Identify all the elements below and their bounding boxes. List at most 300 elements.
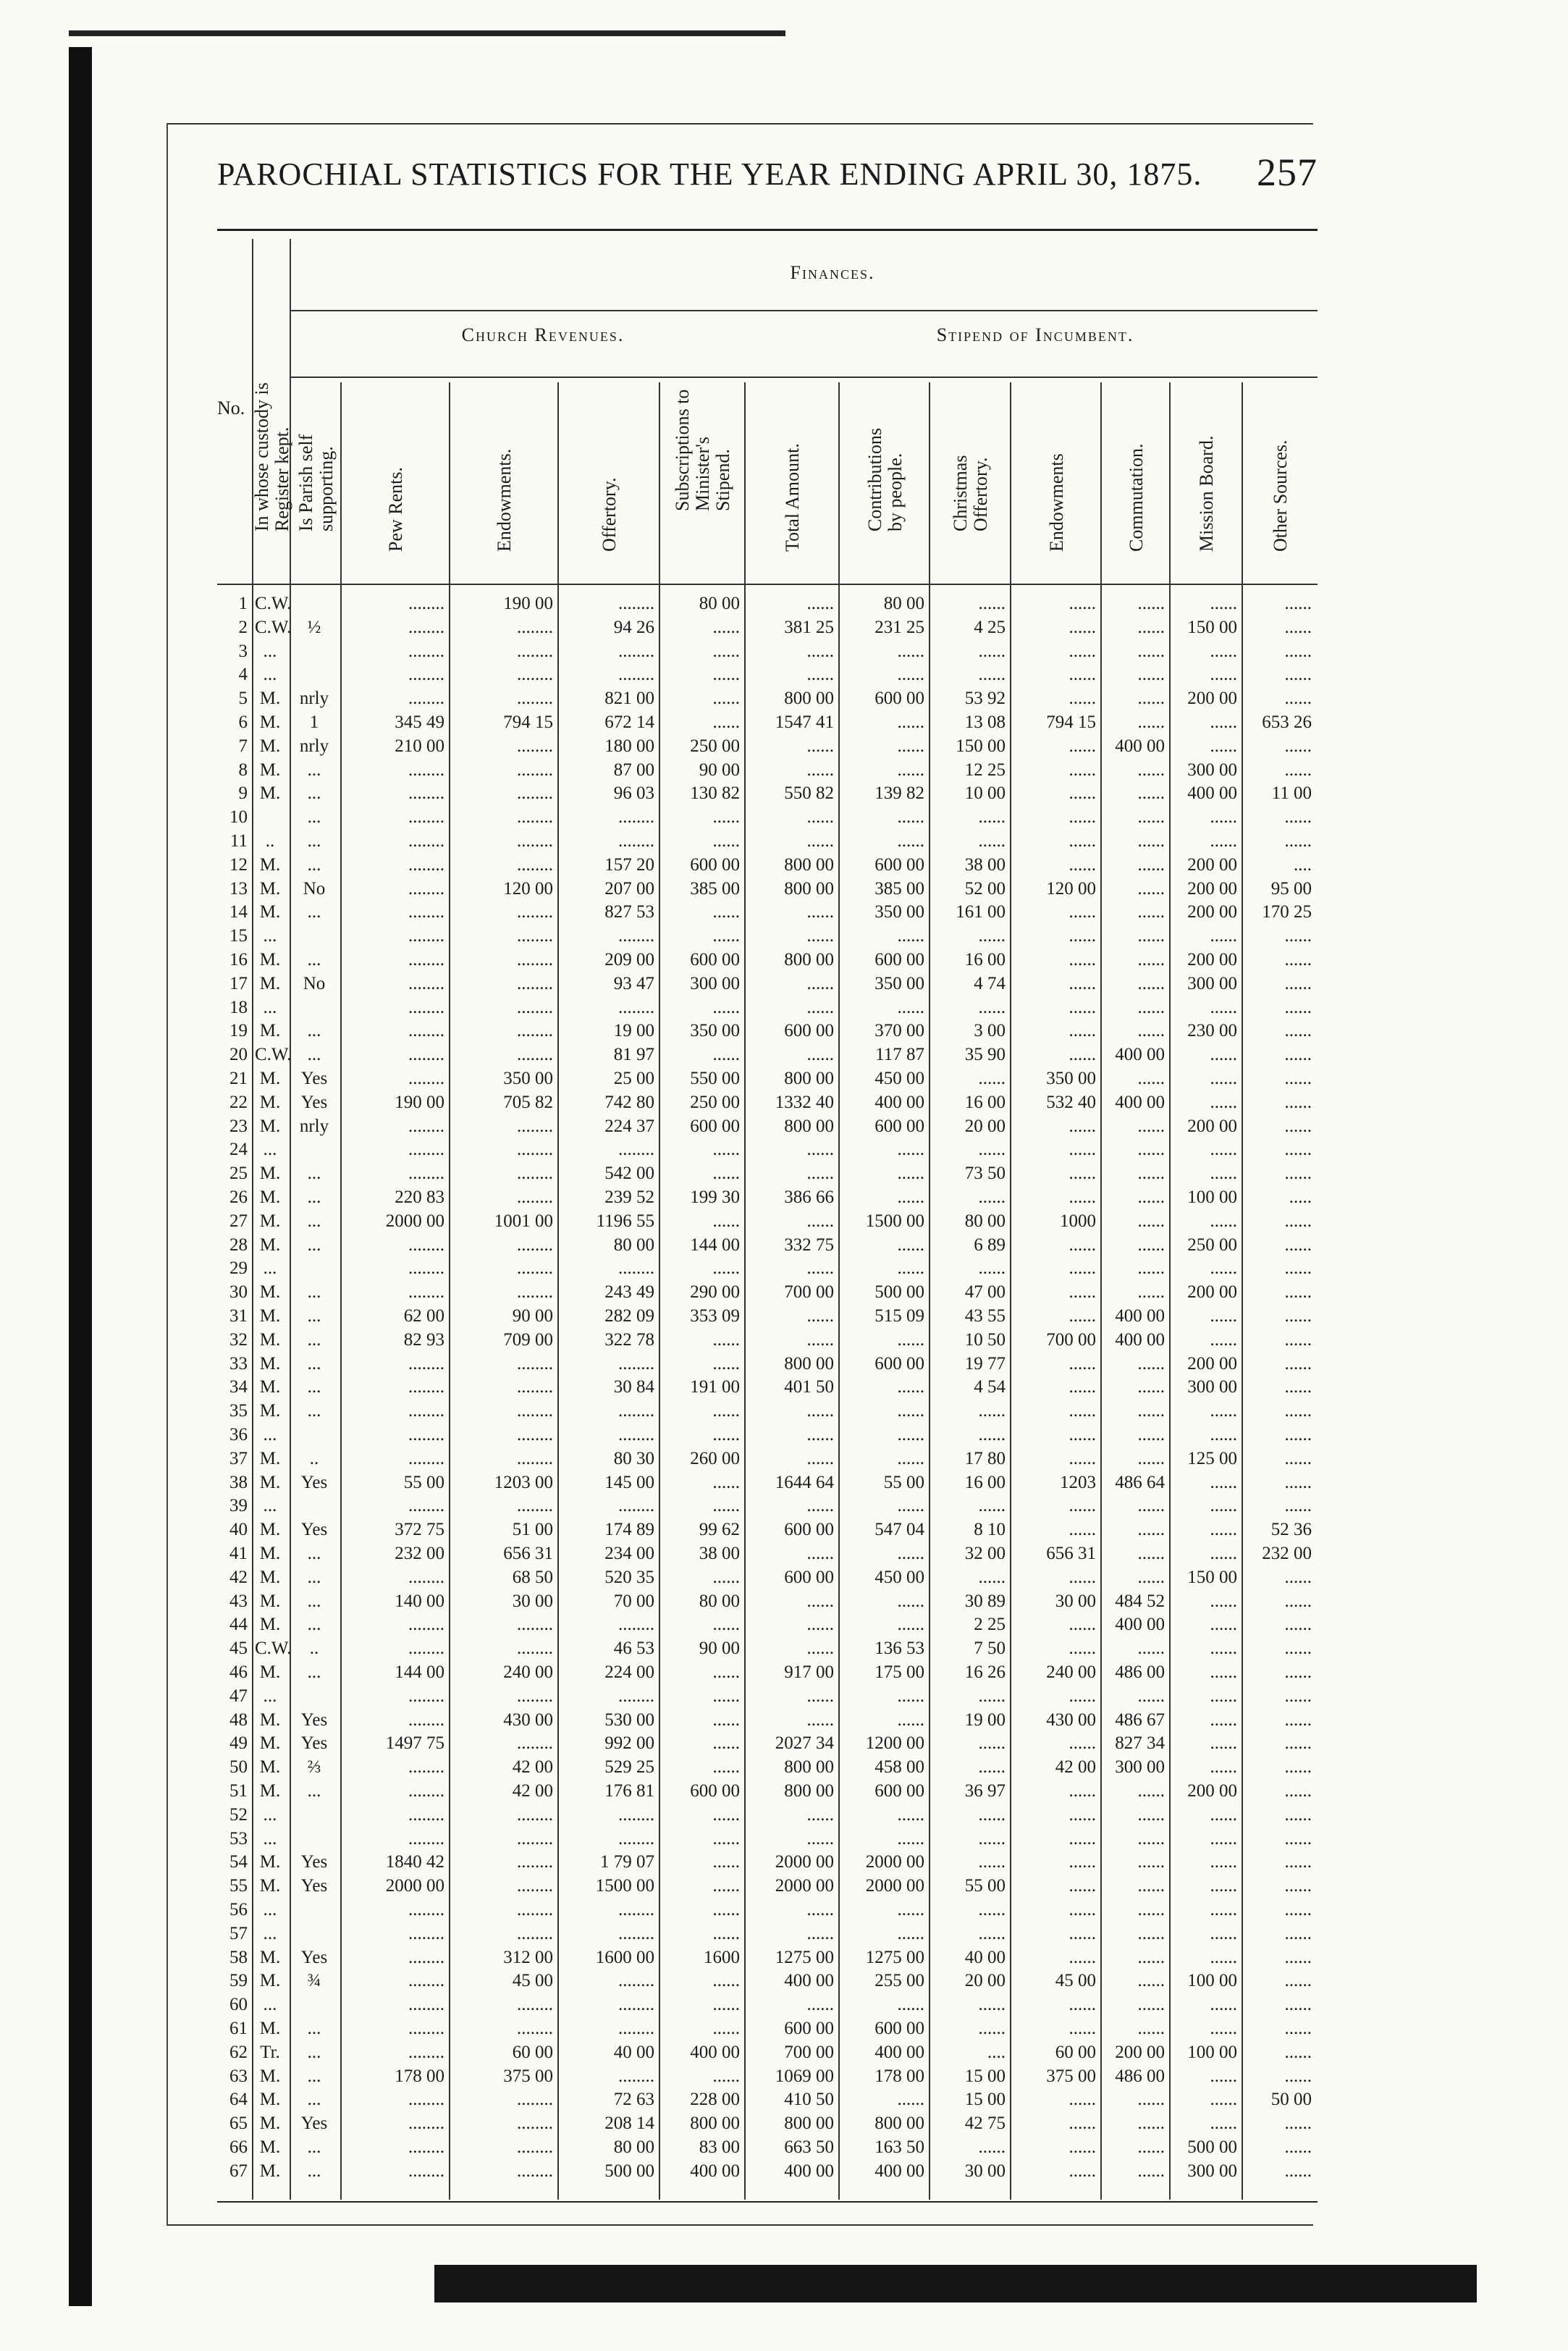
cell-no: 50 (229, 1757, 248, 1778)
cell-custody: M. (259, 1187, 281, 1207)
col-head-commutation: Commutation. (1125, 443, 1147, 552)
cell-other-sources: ...... (1284, 1757, 1312, 1778)
cell-pew-rents: ........ (408, 1235, 444, 1255)
scan-edge-bottom (434, 2265, 1477, 2302)
cell-mission-board: 300 00 (1187, 760, 1237, 780)
cell-stipend-endowments: ...... (1068, 950, 1096, 970)
cell-endowments: ........ (517, 783, 553, 804)
cell-offertory: 30 84 (613, 1377, 654, 1397)
cell-commutation: 400 00 (1115, 1306, 1165, 1326)
cell-contributions: 600 00 (874, 854, 924, 875)
cell-offertory: 80 00 (613, 1235, 654, 1255)
cell-pew-rents: ........ (408, 2090, 444, 2110)
cell-offertory: 80 30 (613, 1448, 654, 1468)
cell-custody: M. (259, 1353, 281, 1374)
cell-commutation: ...... (1137, 1876, 1165, 1896)
cell-stipend-endowments: ...... (1068, 1377, 1096, 1397)
cell-contributions: 385 00 (874, 878, 924, 899)
table-row (217, 783, 1318, 804)
cell-other-sources: ...... (1284, 1900, 1312, 1919)
cell-commutation: ...... (1137, 1639, 1165, 1659)
cell-pew-rents: ........ (408, 1615, 444, 1635)
page-number: 257 (1257, 151, 1318, 194)
cell-other-sources: ...... (1284, 1329, 1312, 1350)
cell-custody: M. (259, 1282, 281, 1303)
table-row (217, 641, 1318, 661)
cell-total-amount: ...... (806, 1900, 834, 1919)
cell-offertory: 209 00 (604, 950, 654, 970)
col-head-pew-rents: Pew Rents. (385, 467, 406, 552)
cell-endowments: ........ (517, 689, 553, 709)
cell-self-supporting: ... (307, 831, 321, 851)
cell-self-supporting: ... (307, 1662, 321, 1682)
cell-custody: ... (263, 1425, 277, 1444)
cell-no: 30 (229, 1282, 248, 1303)
cell-subscriptions: ...... (712, 902, 740, 922)
cell-custody: .. (265, 831, 275, 851)
cell-mission-board: 300 00 (1187, 1377, 1237, 1397)
cell-contributions: ...... (897, 665, 924, 685)
cell-total-amount: ...... (806, 665, 834, 685)
cell-endowments: ........ (517, 1733, 553, 1754)
cell-total-amount: 663 50 (784, 2137, 834, 2157)
cell-stipend-endowments: ...... (1068, 1900, 1096, 1919)
cell-endowments: ........ (517, 1923, 553, 1943)
cell-other-sources: ...... (1284, 1353, 1312, 1374)
cell-total-amount: ...... (806, 760, 834, 780)
cell-commutation: ...... (1137, 760, 1165, 780)
cell-stipend-endowments: 240 00 (1046, 1662, 1096, 1682)
cell-no: 48 (229, 1709, 248, 1730)
cell-custody: M. (259, 1116, 281, 1136)
cell-other-sources: ...... (1284, 1804, 1312, 1825)
cell-custody: M. (259, 1235, 281, 1255)
cell-subscriptions: ...... (712, 1971, 740, 1991)
cell-no: 51 (229, 1781, 248, 1801)
cell-stipend-endowments: ...... (1068, 1401, 1096, 1421)
cell-subscriptions: ...... (712, 712, 740, 732)
cell-other-sources: ...... (1284, 1639, 1312, 1659)
cell-no: 49 (229, 1733, 248, 1754)
cell-offertory: ........ (618, 594, 654, 613)
cell-endowments: ........ (517, 1282, 553, 1303)
cell-other-sources: ...... (1284, 973, 1312, 993)
table-row (217, 736, 1318, 756)
cell-christmas-offertory: ...... (978, 997, 1006, 1017)
cell-offertory: 1500 00 (595, 1876, 654, 1896)
cell-christmas-offertory: ...... (978, 1140, 1006, 1160)
cell-offertory: 542 00 (604, 1164, 654, 1184)
cell-subscriptions: ...... (712, 1923, 740, 1943)
cell-christmas-offertory: ...... (978, 2137, 1006, 2157)
cell-commutation: 400 00 (1115, 1329, 1165, 1350)
cell-christmas-offertory: ...... (978, 831, 1006, 851)
cell-other-sources: ...... (1284, 1828, 1312, 1849)
cell-christmas-offertory: 53 92 (964, 689, 1006, 709)
cell-commutation: ...... (1137, 997, 1165, 1017)
cell-pew-rents: ........ (408, 973, 444, 993)
cell-self-supporting (292, 1686, 336, 1702)
cell-custody: M. (259, 760, 281, 780)
cell-commutation: ...... (1137, 1567, 1165, 1587)
cell-commutation: ...... (1137, 1116, 1165, 1136)
cell-self-supporting: Yes (300, 1069, 328, 1088)
cell-endowments: ........ (517, 617, 553, 637)
cell-mission-board: ...... (1210, 1211, 1237, 1231)
cell-self-supporting: ... (307, 1377, 321, 1397)
cell-no: 67 (229, 2161, 248, 2181)
cell-mission-board: ...... (1210, 1828, 1237, 1849)
cell-no: 5 (238, 689, 248, 709)
cell-total-amount: ...... (806, 1140, 834, 1160)
cell-self-supporting (292, 1995, 336, 2011)
cell-total-amount: 401 50 (784, 1377, 834, 1397)
cell-total-amount: 381 25 (784, 617, 834, 637)
cell-endowments: 51 00 (512, 1520, 553, 1540)
cell-mission-board: 300 00 (1187, 973, 1237, 993)
cell-contributions: 255 00 (874, 1971, 924, 1991)
cell-stipend-endowments: ...... (1068, 594, 1096, 613)
table-row (217, 1639, 1318, 1659)
cell-custody: M. (259, 1329, 281, 1350)
cell-pew-rents: ........ (408, 807, 444, 828)
cell-custody: M. (259, 1709, 281, 1730)
cell-pew-rents: ........ (408, 997, 444, 1017)
cell-mission-board: ...... (1210, 641, 1237, 661)
cell-self-supporting: ... (307, 950, 321, 970)
cell-custody: M. (259, 1472, 281, 1492)
cell-endowments: ........ (517, 1140, 553, 1160)
cell-christmas-offertory: 8 10 (974, 1520, 1006, 1540)
cell-contributions: 80 00 (883, 594, 924, 613)
cell-stipend-endowments: ...... (1068, 689, 1096, 709)
cell-stipend-endowments: ...... (1068, 831, 1096, 851)
cell-commutation: ...... (1137, 1900, 1165, 1919)
cell-mission-board: ...... (1210, 1591, 1237, 1611)
cell-self-supporting: ... (307, 2042, 321, 2062)
cell-christmas-offertory: 30 89 (964, 1591, 1006, 1611)
cell-total-amount: ...... (806, 1401, 834, 1421)
cell-endowments: ........ (517, 736, 553, 756)
cell-stipend-endowments: 532 40 (1046, 1092, 1096, 1112)
cell-mission-board: ...... (1210, 1544, 1237, 1563)
cell-contributions: ...... (897, 1900, 924, 1919)
cell-endowments: 312 00 (503, 1947, 553, 1967)
cell-commutation: 486 00 (1115, 1662, 1165, 1682)
cell-offertory: 87 00 (613, 760, 654, 780)
cell-mission-board: 200 00 (1187, 854, 1237, 875)
cell-contributions: 1200 00 (865, 1733, 924, 1754)
cell-self-supporting: ... (307, 854, 321, 875)
cell-mission-board: ...... (1210, 1092, 1237, 1112)
table-row (217, 1947, 1318, 1967)
cell-total-amount: 550 82 (784, 783, 834, 804)
cell-pew-rents: ........ (408, 1258, 444, 1279)
table-row (217, 1615, 1318, 1635)
cell-endowments: 190 00 (503, 594, 553, 613)
cell-contributions: 178 00 (874, 2066, 924, 2086)
cell-commutation: ...... (1137, 1923, 1165, 1943)
table-row (217, 689, 1318, 709)
table-row (217, 1923, 1318, 1943)
cell-pew-rents: ........ (408, 1069, 444, 1088)
cell-stipend-endowments: 375 00 (1046, 2066, 1096, 2086)
cell-christmas-offertory: 20 00 (964, 1971, 1006, 1991)
cell-self-supporting: ... (307, 760, 321, 780)
cell-endowments: 350 00 (503, 1069, 553, 1088)
cell-custody: ... (263, 1804, 277, 1825)
finances-heading: Finances. (790, 262, 875, 283)
table-row (217, 1306, 1318, 1326)
cell-stipend-endowments: ...... (1068, 1947, 1096, 1967)
cell-stipend-endowments: 60 00 (1055, 2042, 1096, 2062)
table-row (217, 1164, 1318, 1184)
cell-commutation: 400 00 (1115, 1092, 1165, 1112)
cell-total-amount: ...... (806, 902, 834, 922)
cell-stipend-endowments: 1203 (1060, 1472, 1096, 1492)
cell-custody: M. (259, 1520, 281, 1540)
cell-commutation: ...... (1137, 1448, 1165, 1468)
cell-stipend-endowments: ...... (1068, 1306, 1096, 1326)
cell-endowments: ........ (517, 1995, 553, 2015)
cell-total-amount: 410 50 (784, 2090, 834, 2110)
cell-mission-board: 200 00 (1187, 1282, 1237, 1303)
cell-self-supporting (292, 594, 336, 610)
cell-contributions: ...... (897, 1591, 924, 1611)
cell-mission-board: ...... (1210, 1757, 1237, 1778)
bottom-rule (217, 2201, 1318, 2203)
cell-subscriptions: ...... (712, 617, 740, 637)
cell-mission-board: ...... (1210, 1164, 1237, 1184)
cell-christmas-offertory: 161 00 (956, 902, 1006, 922)
cell-self-supporting: ... (307, 1615, 321, 1635)
table-row (217, 1520, 1318, 1540)
cell-subscriptions: ...... (712, 1804, 740, 1825)
cell-subscriptions: 191 00 (690, 1377, 740, 1397)
cell-mission-board: 200 00 (1187, 1781, 1237, 1801)
cell-offertory: ........ (618, 2019, 654, 2038)
cell-endowments: ........ (517, 1258, 553, 1279)
cell-pew-rents: ........ (408, 783, 444, 804)
cell-self-supporting: ... (307, 1021, 321, 1041)
cell-mission-board: ...... (1210, 1258, 1237, 1279)
cell-offertory: 174 89 (604, 1520, 654, 1540)
cell-stipend-endowments: ...... (1068, 854, 1096, 875)
cell-no: 29 (229, 1258, 248, 1279)
cell-other-sources: ...... (1284, 807, 1312, 828)
cell-christmas-offertory: 150 00 (956, 736, 1006, 756)
table-row (217, 1496, 1318, 1516)
cell-christmas-offertory: 4 74 (974, 973, 1006, 993)
cell-endowments: ........ (517, 760, 553, 780)
cell-contributions: 450 00 (874, 1069, 924, 1088)
cell-self-supporting: Yes (300, 1876, 328, 1896)
table-row (217, 1567, 1318, 1587)
cell-mission-board: ...... (1210, 1401, 1237, 1421)
table-row (217, 1733, 1318, 1754)
cell-subscriptions: ...... (712, 1615, 740, 1635)
cell-stipend-endowments: ...... (1068, 1876, 1096, 1896)
cell-endowments: ........ (517, 997, 553, 1017)
cell-endowments: 68 50 (512, 1567, 553, 1587)
cell-subscriptions: 400 00 (690, 2161, 740, 2181)
cell-offertory: 46 53 (613, 1639, 654, 1659)
cell-endowments: 90 00 (512, 1306, 553, 1326)
cell-endowments: ........ (517, 2161, 553, 2181)
cell-subscriptions: 199 30 (690, 1187, 740, 1207)
cell-other-sources: ...... (1284, 665, 1312, 685)
cell-pew-rents: ........ (408, 689, 444, 709)
cell-endowments: 45 00 (512, 1971, 553, 1991)
cell-commutation: ...... (1137, 950, 1165, 970)
cell-no: 13 (229, 878, 248, 899)
table-row (217, 712, 1318, 732)
cell-self-supporting: Yes (300, 1092, 328, 1112)
cell-custody: Tr. (260, 2042, 280, 2062)
cell-self-supporting: .. (309, 1639, 319, 1659)
cell-custody: ... (263, 1900, 277, 1919)
cell-mission-board: 500 00 (1187, 2137, 1237, 2157)
cell-mission-board: ...... (1210, 831, 1237, 851)
cell-pew-rents: ........ (408, 1995, 444, 2015)
cell-commutation: ...... (1137, 1021, 1165, 1041)
cell-other-sources: .... (1294, 854, 1312, 875)
table-row (217, 1757, 1318, 1778)
cell-commutation: ...... (1137, 1947, 1165, 1967)
cell-no: 54 (229, 1852, 248, 1872)
cell-offertory: 282 09 (604, 1306, 654, 1326)
cell-offertory: 19 00 (613, 1021, 654, 1041)
cell-subscriptions: 385 00 (690, 878, 740, 899)
cell-no: 26 (229, 1187, 248, 1207)
cell-custody: ... (263, 1828, 277, 1849)
cell-contributions: 458 00 (874, 1757, 924, 1778)
cell-mission-board: ...... (1210, 1995, 1237, 2015)
cell-christmas-offertory: ...... (978, 1187, 1006, 1207)
cell-custody: M. (259, 1069, 281, 1088)
cell-other-sources: ...... (1284, 594, 1312, 613)
cell-subscriptions: 83 00 (699, 2137, 740, 2157)
cell-self-supporting: ... (307, 783, 321, 804)
cell-endowments: 375 00 (503, 2066, 553, 2086)
cell-christmas-offertory: 16 26 (964, 1662, 1006, 1682)
cell-self-supporting (292, 1924, 336, 1940)
cell-contributions: 400 00 (874, 1092, 924, 1112)
col-head-contributions: Contributions by people. (864, 427, 906, 531)
cell-pew-rents: ........ (408, 1377, 444, 1397)
cell-christmas-offertory: 13 08 (964, 712, 1006, 732)
cell-commutation: ...... (1137, 1069, 1165, 1088)
cell-stipend-endowments: ...... (1068, 1140, 1096, 1160)
cell-christmas-offertory: 40 00 (964, 1947, 1006, 1967)
cell-commutation: ...... (1137, 1496, 1165, 1516)
cell-custody: M. (259, 1448, 281, 1468)
cell-christmas-offertory: 4 25 (974, 617, 1006, 637)
cell-stipend-endowments: ...... (1068, 1567, 1096, 1587)
cell-pew-rents: 220 83 (395, 1187, 444, 1207)
cell-christmas-offertory: ...... (978, 665, 1006, 685)
table-row (217, 1045, 1318, 1065)
cell-other-sources: ...... (1284, 1686, 1312, 1706)
cell-pew-rents: ........ (408, 854, 444, 875)
table-row (217, 1282, 1318, 1303)
cell-pew-rents: ........ (408, 2042, 444, 2062)
cell-offertory: 70 00 (613, 1591, 654, 1611)
cell-no: 19 (229, 1021, 248, 1041)
cell-other-sources: ...... (1284, 760, 1312, 780)
cell-total-amount: 2000 00 (775, 1852, 834, 1872)
cell-commutation: ...... (1137, 2019, 1165, 2038)
cell-endowments: ........ (517, 1353, 553, 1374)
cell-mission-board: ...... (1210, 1425, 1237, 1444)
cell-endowments: ........ (517, 1045, 553, 1065)
table-row (217, 665, 1318, 685)
cell-total-amount: 400 00 (784, 2161, 834, 2181)
cell-subscriptions: ...... (712, 1757, 740, 1778)
cell-total-amount: 800 00 (784, 1116, 834, 1136)
cell-pew-rents: 190 00 (395, 1092, 444, 1112)
cell-contributions: ...... (897, 641, 924, 661)
col-head-other-sources: Other Sources. (1269, 440, 1291, 552)
cell-subscriptions: 250 00 (690, 736, 740, 756)
cell-endowments: 656 31 (503, 1544, 553, 1563)
cell-stipend-endowments: ...... (1068, 902, 1096, 922)
cell-custody: M. (259, 1947, 281, 1967)
cell-commutation: ...... (1137, 1211, 1165, 1231)
cell-christmas-offertory: ...... (978, 641, 1006, 661)
cell-subscriptions: ...... (712, 1211, 740, 1231)
cell-custody: M. (259, 712, 281, 732)
cell-self-supporting (292, 926, 336, 942)
cell-self-supporting: ... (307, 1329, 321, 1350)
cell-no: 10 (229, 807, 248, 828)
cell-commutation: 486 00 (1115, 2066, 1165, 2086)
cell-other-sources: ...... (1284, 736, 1312, 756)
table-row (217, 1781, 1318, 1801)
cell-offertory: ........ (618, 1425, 654, 1444)
cell-custody: M. (259, 2066, 281, 2086)
cell-subscriptions: ...... (712, 1567, 740, 1587)
cell-mission-board: ...... (1210, 1306, 1237, 1326)
cell-endowments: ........ (517, 1187, 553, 1207)
cell-total-amount: ...... (806, 736, 834, 756)
cell-commutation: ...... (1137, 831, 1165, 851)
table-row (217, 1472, 1318, 1492)
cell-no: 28 (229, 1235, 248, 1255)
cell-subscriptions: 600 00 (690, 1781, 740, 1801)
cell-christmas-offertory: ...... (978, 1258, 1006, 1279)
cell-no: 23 (229, 1116, 248, 1136)
cell-total-amount: 700 00 (784, 1282, 834, 1303)
cell-total-amount: ...... (806, 1544, 834, 1563)
cell-self-supporting: Yes (300, 1472, 328, 1492)
cell-christmas-offertory: 80 00 (964, 1211, 1006, 1231)
cell-custody: M. (259, 1781, 281, 1801)
cell-subscriptions: 800 00 (690, 2114, 740, 2134)
cell-custody: M. (259, 1567, 281, 1587)
cell-subscriptions: ...... (712, 1329, 740, 1350)
table-row (217, 2090, 1318, 2110)
cell-contributions: 55 00 (883, 1472, 924, 1492)
cell-subscriptions: 80 00 (699, 1591, 740, 1611)
cell-other-sources: ...... (1284, 1995, 1312, 2015)
cell-self-supporting: ... (307, 2161, 321, 2181)
table-row (217, 2042, 1318, 2062)
cell-pew-rents: 372 75 (395, 1520, 444, 1540)
cell-commutation: ...... (1137, 1140, 1165, 1160)
cell-contributions: ...... (897, 1187, 924, 1207)
cell-commutation: ...... (1137, 1971, 1165, 1991)
